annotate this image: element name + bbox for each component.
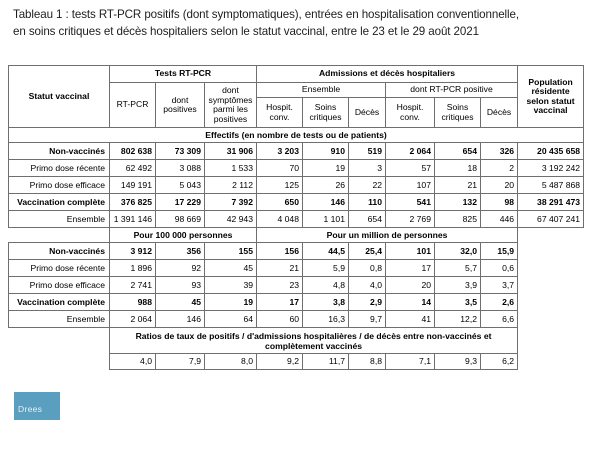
ratio-cell: 9,3 [435,354,481,370]
table-row [9,160,584,177]
value-cell: 62 492 [110,160,156,177]
table-row [9,228,584,243]
value-cell: 654 [435,143,481,160]
value-cell: 0,8 [349,260,386,277]
value-cell: 541 [386,194,435,211]
row-label: Non-vaccinés [9,143,110,160]
value-cell: 3,5 [435,294,481,311]
row-label: Ensemble [9,211,110,228]
section-permillion: Pour un million de personnes [257,228,518,243]
value-cell: 92 [156,260,205,277]
value-cell: 39 [205,277,257,294]
table-row [9,277,584,294]
value-cell: 21 [257,260,303,277]
value-cell: 57 [386,160,435,177]
value-cell: 73 309 [156,143,205,160]
value-cell: 356 [156,243,205,260]
value-cell: 3 203 [257,143,303,160]
value-cell: 19 [303,160,349,177]
blank-cell [518,243,584,260]
value-cell: 25,4 [349,243,386,260]
value-cell: 17 229 [156,194,205,211]
value-cell: 64 [205,311,257,328]
ratio-cell: 9,2 [257,354,303,370]
row-label: Primo dose récente [9,160,110,177]
value-cell: 20 435 658 [518,143,584,160]
table-row [9,354,584,370]
ratio-cell: 8,8 [349,354,386,370]
value-cell: 825 [435,211,481,228]
value-cell: 1 391 146 [110,211,156,228]
row-label: Vaccination complète [9,194,110,211]
value-cell: 17 [386,260,435,277]
value-cell: 125 [257,177,303,194]
value-cell: 26 [303,177,349,194]
value-cell: 2 741 [110,277,156,294]
value-cell: 376 825 [110,194,156,211]
table-caption [13,6,593,40]
value-cell: 0,6 [481,260,518,277]
value-cell: 16,3 [303,311,349,328]
caption-line-2: en soins critiques et décès hospitaliers selon le statut vaccinal, entre le 23 et le 29 août 2021 [13,25,479,38]
value-cell: 3 912 [110,243,156,260]
blank-cell [518,260,584,277]
value-cell: 70 [257,160,303,177]
row-label: Non-vaccinés [9,243,110,260]
header-tests-group: Tests RT-PCR [110,66,257,83]
table-row [9,328,584,354]
header-hospit: Hospit. conv. [257,98,303,128]
value-cell: 5,7 [435,260,481,277]
header-soins: Soins critiques [303,98,349,128]
value-cell: 45 [156,294,205,311]
value-cell: 21 [435,177,481,194]
value-cell: 19 [205,294,257,311]
value-cell: 5 487 868 [518,177,584,194]
value-cell: 60 [257,311,303,328]
value-cell: 2 769 [386,211,435,228]
header-dont-rtpcr-positive: dont RT-PCR positive [386,83,518,98]
value-cell: 149 191 [110,177,156,194]
value-cell: 5 043 [156,177,205,194]
value-cell: 988 [110,294,156,311]
value-cell: 5,9 [303,260,349,277]
header-soins-positive: Soins critiques [435,98,481,128]
value-cell: 31 906 [205,143,257,160]
table-row [9,211,584,228]
ratio-cell: 4,0 [110,354,156,370]
drees-logo [14,392,60,420]
value-cell: 4,0 [349,277,386,294]
value-cell: 2 064 [386,143,435,160]
value-cell: 2 [481,160,518,177]
value-cell: 1 101 [303,211,349,228]
vaccination-status-table [8,65,584,370]
value-cell: 44,5 [303,243,349,260]
value-cell: 3 088 [156,160,205,177]
blank-cell [518,277,584,294]
value-cell: 654 [349,211,386,228]
blank-cell [518,328,584,354]
value-cell: 67 407 241 [518,211,584,228]
section-ratios: Ratios de taux de positifs / d'admissions hospitalières / de décès entre non-vaccinés et complètement vaccinés [110,328,518,354]
header-deces-positive: Décès [481,98,518,128]
table-row [9,243,584,260]
value-cell: 1 533 [205,160,257,177]
value-cell: 107 [386,177,435,194]
value-cell: 910 [303,143,349,160]
value-cell: 3 [349,160,386,177]
caption-line-1: Tableau 1 : tests RT-PCR positifs (dont symptomatiques), entrées en hospitalisation conventionnelle, [13,8,519,21]
value-cell: 101 [386,243,435,260]
table-row [9,294,584,311]
value-cell: 2,9 [349,294,386,311]
value-cell: 22 [349,177,386,194]
value-cell: 20 [386,277,435,294]
row-label: Vaccination complète [9,294,110,311]
value-cell: 1 896 [110,260,156,277]
blank-cell [9,328,110,354]
value-cell: 132 [435,194,481,211]
value-cell: 155 [205,243,257,260]
value-cell: 41 [386,311,435,328]
value-cell: 98 [481,194,518,211]
value-cell: 146 [156,311,205,328]
value-cell: 110 [349,194,386,211]
value-cell: 3 192 242 [518,160,584,177]
header-dont-positives: dont positives [156,83,205,128]
value-cell: 446 [481,211,518,228]
value-cell: 4 048 [257,211,303,228]
blank-cell [9,354,110,370]
blank-cell [518,294,584,311]
table-row [9,177,584,194]
table-row [9,260,584,277]
value-cell: 9,7 [349,311,386,328]
value-cell: 2 112 [205,177,257,194]
section-effectifs: Effectifs (en nombre de tests ou de patients) [9,128,584,143]
value-cell: 3,7 [481,277,518,294]
blank-cell [518,354,584,370]
value-cell: 3,9 [435,277,481,294]
table-row [9,143,584,160]
row-label: Primo dose efficace [9,277,110,294]
value-cell: 42 943 [205,211,257,228]
value-cell: 7 392 [205,194,257,211]
header-hospit-positive: Hospit. conv. [386,98,435,128]
ratio-cell: 6,2 [481,354,518,370]
row-label: Ensemble [9,311,110,328]
value-cell: 2,6 [481,294,518,311]
ratio-cell: 7,9 [156,354,205,370]
header-dont-symptomes: dont symptômes parmi les positives [205,83,257,128]
table-row [9,311,584,328]
blank-cell [518,311,584,328]
value-cell: 18 [435,160,481,177]
row-label: Primo dose efficace [9,177,110,194]
ratio-cell: 8,0 [205,354,257,370]
value-cell: 32,0 [435,243,481,260]
value-cell: 17 [257,294,303,311]
ratio-cell: 11,7 [303,354,349,370]
value-cell: 93 [156,277,205,294]
header-deces: Décès [349,98,386,128]
header-population: Population résidente selon statut vaccinal [518,66,584,128]
value-cell: 146 [303,194,349,211]
ratio-cell: 7,1 [386,354,435,370]
drees-logo-text: Drees [18,404,43,414]
section-per100k: Pour 100 000 personnes [110,228,257,243]
header-statut: Statut vaccinal [9,66,110,128]
value-cell: 98 669 [156,211,205,228]
blank-cell [9,228,110,243]
value-cell: 3,8 [303,294,349,311]
table-row [9,128,584,143]
value-cell: 4,8 [303,277,349,294]
value-cell: 6,6 [481,311,518,328]
value-cell: 519 [349,143,386,160]
value-cell: 326 [481,143,518,160]
value-cell: 802 638 [110,143,156,160]
value-cell: 14 [386,294,435,311]
value-cell: 156 [257,243,303,260]
row-label: Primo dose récente [9,260,110,277]
value-cell: 15,9 [481,243,518,260]
value-cell: 45 [205,260,257,277]
table-row [9,194,584,211]
value-cell: 12,2 [435,311,481,328]
header-admissions-group: Admissions et décès hospitaliers [257,66,518,83]
header-ensemble: Ensemble [257,83,386,98]
value-cell: 23 [257,277,303,294]
value-cell: 38 291 473 [518,194,584,211]
blank-cell [518,228,584,243]
value-cell: 650 [257,194,303,211]
value-cell: 20 [481,177,518,194]
value-cell: 2 064 [110,311,156,328]
header-rtpcr: RT-PCR [110,83,156,128]
